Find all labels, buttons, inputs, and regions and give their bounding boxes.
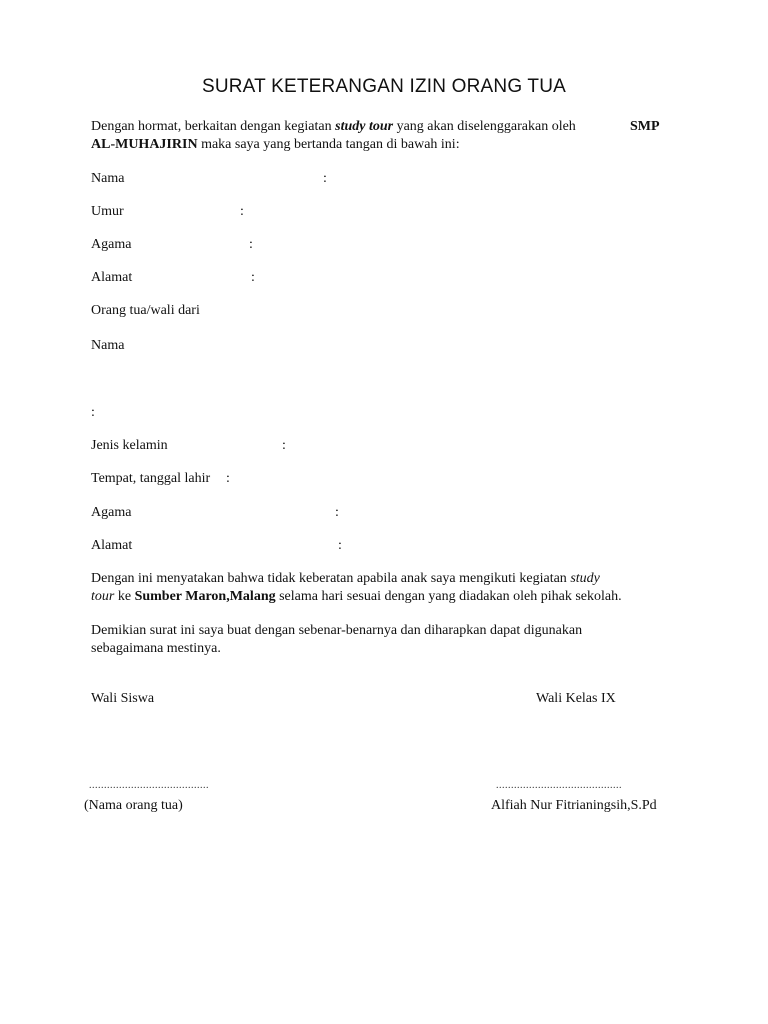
destination: Sumber Maron,Malang <box>134 589 276 604</box>
field-label-agama: Agama <box>91 237 132 252</box>
activity-name: study tour <box>335 119 394 134</box>
school-name-part2: AL-MUHAJIRIN <box>91 137 198 152</box>
field-label-child-agama: Agama <box>91 505 132 520</box>
closing-line-2: sebagaimana mestinya. <box>91 641 221 656</box>
statement-line-2: tour ke Sumber Maron,Malang selama hari sesuai dengan yang diadakan oleh pihak sekolah. <box>91 589 622 604</box>
school-name-part1: SMP <box>630 119 660 134</box>
child-heading: Orang tua/wali dari <box>91 303 200 318</box>
field-separator: : <box>249 237 253 252</box>
field-label-umur: Umur <box>91 204 124 219</box>
field-label-child-nama: Nama <box>91 338 125 353</box>
closing-line-1: Demikian surat ini saya buat dengan sebenar-benarnya dan diharapkan dapat digunakan <box>91 623 583 638</box>
field-label-nama: Nama <box>91 171 125 186</box>
field-label-tempat-tanggal-lahir: Tempat, tanggal lahir <box>91 471 211 486</box>
signature-line-left: ........................................ <box>89 780 209 791</box>
signature-name-left: (Nama orang tua) <box>84 798 183 813</box>
statement-line-1: Dengan ini menyatakan bahwa tidak keberatan apabila anak saya mengikuti kegiatan study <box>91 571 600 586</box>
field-separator: : <box>251 270 255 285</box>
signature-role-right: Wali Kelas IX <box>536 691 616 706</box>
field-separator: : <box>91 405 95 420</box>
field-separator: : <box>282 438 286 453</box>
field-label-alamat: Alamat <box>91 270 133 285</box>
letter-title: SURAT KETERANGAN IZIN ORANG TUA <box>201 76 567 97</box>
field-separator: : <box>323 171 327 186</box>
field-label-jenis-kelamin: Jenis kelamin <box>91 438 168 453</box>
field-separator: : <box>240 204 244 219</box>
field-separator: : <box>226 471 230 486</box>
signature-line-right: .......................................... <box>496 780 622 791</box>
field-separator: : <box>338 538 342 553</box>
field-label-child-alamat: Alamat <box>91 538 133 553</box>
signature-role-left: Wali Siswa <box>91 691 155 706</box>
intro-line-2: AL-MUHAJIRIN maka saya yang bertanda tangan di bawah ini: <box>91 137 460 152</box>
intro-line-1: Dengan hormat, berkaitan dengan kegiatan study tour yang akan diselenggarakan oleh <box>91 119 576 134</box>
field-separator: : <box>335 505 339 520</box>
signature-name-right: Alfiah Nur Fitrianingsih,S.Pd <box>491 798 657 813</box>
